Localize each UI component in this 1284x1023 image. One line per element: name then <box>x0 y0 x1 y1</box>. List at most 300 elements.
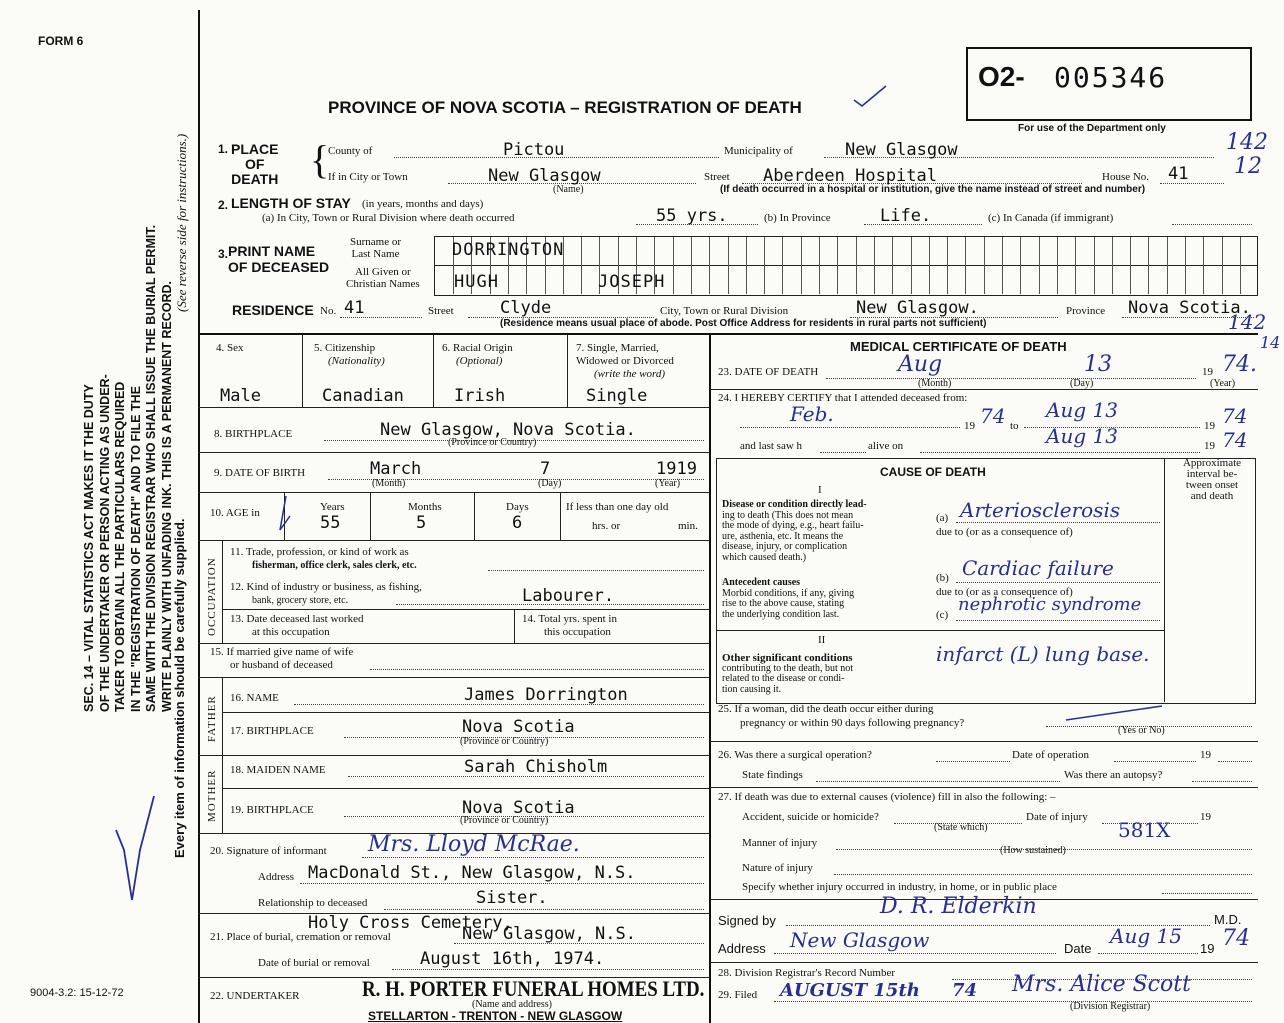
dept-mark-2: 12 <box>1234 154 1262 179</box>
city-label: If in City or Town <box>328 171 408 183</box>
registration-number-box <box>966 47 1252 121</box>
label-line: contributing to the death, but not <box>722 662 854 674</box>
s19-num: 19. <box>230 804 244 816</box>
signed-by-label: Signed by <box>718 913 776 928</box>
label-line: (write the word) <box>594 368 666 380</box>
other-conditions-value: infarct (L) lung base. <box>936 642 1150 666</box>
stay-a-value: 55 yrs. <box>656 206 728 226</box>
injury-date-label: Date of injury <box>1026 811 1088 823</box>
s13-label <box>230 613 363 639</box>
registrar-signature: Mrs. Alice Scott <box>1012 972 1191 997</box>
racial-origin-value: Irish <box>454 386 506 406</box>
yes-no-note: (Yes or No) <box>1118 725 1165 736</box>
s28-num: 28. <box>718 967 732 979</box>
name-grid-cell-divider <box>1203 237 1204 294</box>
how-sustained-note: (How sustained) <box>1000 845 1066 856</box>
name-grid-cell-divider <box>1002 237 1003 294</box>
operation-date-prefix: 19 <box>1200 749 1211 761</box>
attended-to-year: 74 <box>1222 404 1248 428</box>
state-findings-label: State findings <box>742 769 803 781</box>
act-line-1: SEC. 14 – VITAL STATISTICS ACT MAKES IT THE DUTY <box>82 384 96 712</box>
label-line: ing to death (This does not mean <box>722 509 854 521</box>
s23-num: 23. <box>718 366 732 378</box>
s12-num: 12. <box>230 581 244 593</box>
name-grid-cell-divider <box>892 237 893 294</box>
age-months: 5 <box>416 513 427 533</box>
month-note: (Month) <box>372 478 406 489</box>
label-line: OF DECEASED <box>228 259 330 275</box>
label-line: Surname or <box>350 236 402 248</box>
residence-no-label: No. <box>320 305 337 317</box>
day-note: (Day) <box>538 478 562 489</box>
department-use-note: For use of the Department only <box>1018 123 1166 134</box>
name-grid-cell-divider <box>1112 237 1113 294</box>
margin-scribble <box>110 790 170 910</box>
label-line: bank, grocery store, etc. <box>252 595 349 606</box>
given-name-2: JOSEPH <box>598 272 666 292</box>
dept-mark-3: 142 <box>1228 310 1267 334</box>
residence-city-label: City, Town or Rural Division <box>660 305 789 317</box>
father-birthplace-note: (Province or Country) <box>460 736 549 747</box>
label-text: I HEREBY CERTIFY that I attended deceased from: <box>734 392 968 404</box>
informant-address: MacDonald St., New Glasgow, N.S. <box>308 863 636 883</box>
label-line: interval be- <box>1186 468 1238 480</box>
state-which-note: (State which) <box>934 822 988 833</box>
label-text: DATE OF DEATH <box>734 366 819 378</box>
name-grid-cell-divider <box>746 237 747 294</box>
years-label: Years <box>320 501 345 513</box>
roman-two: II <box>818 634 826 646</box>
label-line: at this occupation <box>252 626 330 638</box>
name-grid-cell-divider <box>1222 237 1223 294</box>
act-line-6: WRITE PLAINLY WITH UNFADING INK. THIS IS A PERMANENT RECORD. <box>159 280 174 712</box>
s11-label <box>230 546 417 572</box>
label-line: Citizenship <box>325 342 376 354</box>
label-line: or husband of deceased <box>230 659 333 671</box>
cause-b-value: Cardiac failure <box>962 556 1114 580</box>
residence-province-label: Province <box>1066 305 1106 317</box>
length-of-stay-note: (in years, months and days) <box>362 198 484 210</box>
nature-label: Nature of injury <box>742 862 813 874</box>
injury-date-prefix: 19 <box>1200 811 1211 823</box>
residence-note: (Residence means usual place of abode. Post Office Address for residents in rural parts not sufficient) <box>500 318 987 329</box>
autopsy-label: Was there an autopsy? <box>1064 769 1163 781</box>
signed-date-year: 74 <box>1222 926 1250 951</box>
operation-date-label: Date of operation <box>1012 749 1089 761</box>
manner-label: Manner of injury <box>742 837 818 849</box>
attended-to-prefix: 19 <box>1204 420 1215 432</box>
birthplace-note: (Province or Country) <box>448 437 537 448</box>
burial-place-label <box>210 931 391 943</box>
death-day-note: (Day) <box>1070 378 1094 389</box>
divider-middle <box>709 333 711 1023</box>
stay-b-label: (b) In Province <box>764 212 831 224</box>
residence-label: RESIDENCE <box>232 302 314 318</box>
age-label-text: AGE in <box>225 507 260 519</box>
mother-birthplace-note: (Province or Country) <box>460 815 549 826</box>
s27-num: 27. <box>718 791 732 803</box>
s4-num: 4. <box>216 342 225 354</box>
due-to-1: due to (or as a consequence of) <box>936 526 1073 538</box>
registrar-note: (Division Registrar) <box>1070 1001 1151 1012</box>
s21-num: 21. <box>210 931 224 943</box>
accident-label: Accident, suicide or homicide? <box>742 811 879 823</box>
label-line: the mode of dying, e.g., heart failu- <box>722 520 864 531</box>
place-of-death-label <box>231 142 278 187</box>
last-saw-year: 74 <box>1222 428 1248 452</box>
industry-value: Labourer. <box>522 586 615 606</box>
label-line: tion causing it. <box>722 683 782 695</box>
mother-maiden-label <box>230 764 326 776</box>
label-line: (Optional) <box>456 355 503 367</box>
label-line: the underlying condition last. <box>722 608 840 620</box>
attended-from: Feb. <box>790 402 834 426</box>
s8-num: 8. <box>214 428 223 440</box>
physician-signature: D. R. Elderkin <box>880 894 1037 919</box>
birthplace-value: New Glasgow, Nova Scotia. <box>380 420 636 440</box>
surname-value: DORRINGTON <box>452 240 565 260</box>
hrs-label: hrs. or <box>592 520 621 532</box>
label-line: All Given or <box>355 266 411 278</box>
date-of-death-prefix: 19 <box>1202 366 1213 378</box>
act-line-5: SAME WITH THE DIVISION REGISTRAR WHO SHALL ISSUE THE BURIAL PERMIT. <box>144 224 158 712</box>
cause-of-death-title: CAUSE OF DEATH <box>880 465 986 479</box>
dob-label-text: DATE OF BIRTH <box>225 467 306 479</box>
undertaker-address: STELLARTON - TRENTON - NEW GLASGOW <box>368 1009 623 1023</box>
cause-a-label: (a) <box>936 512 949 524</box>
name-grid-cell-divider <box>1167 237 1168 294</box>
dept-mark-4: 14 <box>1260 333 1281 352</box>
s15-num: 15. <box>210 646 224 658</box>
s13-num: 13. <box>230 613 244 625</box>
s14-num: 14. <box>522 613 536 625</box>
father-side-label: FATHER <box>206 695 218 742</box>
name-grid-cell-divider <box>691 237 692 294</box>
brace: { <box>310 137 330 182</box>
attended-to: Aug 13 <box>1046 398 1118 422</box>
physician-address-label: Address <box>718 941 766 956</box>
s11-num: 11. <box>230 546 244 558</box>
date-of-death-year: 74. <box>1222 352 1257 377</box>
residence-city-value: New Glasgow. <box>856 298 979 318</box>
last-saw-label: and last saw h <box>740 440 803 452</box>
occupation-side-label: OCCUPATION <box>206 557 218 636</box>
street-label: Street <box>704 171 730 183</box>
given-name-label <box>346 266 420 290</box>
act-line-3: TAKER TO OBTAIN ALL THE PARTICULARS REQUIRED <box>113 381 127 712</box>
other-conditions-label <box>722 653 853 695</box>
days-label: Days <box>506 501 529 513</box>
label-line: ure, asthenia, etc. It means the <box>722 530 844 542</box>
name-grid-cell-divider <box>929 237 930 294</box>
name-grid-cell-divider <box>673 237 674 294</box>
marital-status-label <box>576 342 674 381</box>
birthplace-label <box>214 428 292 440</box>
signed-date: Aug 15 <box>1110 924 1182 948</box>
informant-signature-label <box>210 845 327 857</box>
sex-label <box>216 342 244 354</box>
label-line: disease, injury, or complication <box>722 541 848 552</box>
attendance-label <box>718 392 967 404</box>
label-line: If a woman, did the death occur either during <box>734 703 934 715</box>
s1-num: 1. <box>218 142 229 156</box>
name-grid-cell-divider <box>581 237 582 294</box>
s26-num: 26. <box>718 749 732 761</box>
s7-num: 7. <box>576 342 585 354</box>
name-grid-cell-divider <box>1148 237 1149 294</box>
label-line: fisherman, office clerk, sales clerk, etc. <box>252 560 417 571</box>
father-name-label <box>230 692 279 704</box>
form-label: FORM 6 <box>38 34 84 48</box>
mother-birthplace-value: Nova Scotia <box>462 798 575 818</box>
name-grid-cell-divider <box>728 237 729 294</box>
label-text: BIRTHPLACE <box>246 804 314 816</box>
reverse-side-note: (See reverse side for instructions.) <box>174 133 189 312</box>
s24-num: 24. <box>718 392 732 404</box>
act-line-2: OF THE UNDERTAKER OR PERSON ACTING AS UNDER- <box>97 374 112 712</box>
physician-address: New Glasgow <box>790 928 930 952</box>
cause-a-value: Arteriosclerosis <box>960 498 1121 522</box>
filed-date: AUGUST 15th <box>780 980 920 1001</box>
s2-num: 2. <box>218 198 229 212</box>
label-line: which caused death.) <box>722 551 807 563</box>
s17-num: 17. <box>230 725 244 737</box>
stay-b-value: Life. <box>880 206 932 226</box>
s5-num: 5. <box>314 342 323 354</box>
name-grid-cell-divider <box>1075 237 1076 294</box>
registration-prefix: O2- <box>978 61 1025 92</box>
name-grid-cell-divider <box>1240 237 1241 294</box>
name-grid-cell-divider <box>874 237 875 294</box>
burial-place-line-2: New Glasgow, N.S. <box>462 924 636 944</box>
attended-from-year: 74 <box>980 404 1006 428</box>
father-name-value: James Dorrington <box>464 685 628 705</box>
name-note: (Name) <box>553 184 584 195</box>
name-grid-cell-divider <box>947 237 948 294</box>
name-grid-cell-divider <box>801 237 802 294</box>
label-text: Filed <box>734 989 758 1001</box>
county-value: Pictou <box>503 140 565 160</box>
date-of-death-month: Aug <box>898 352 943 377</box>
s18-num: 18. <box>230 764 244 776</box>
undertaker-name: R. H. PORTER FUNERAL HOMES LTD. <box>362 976 705 1001</box>
residence-street-value: Clyde <box>500 298 552 318</box>
s6-num: 6. <box>442 342 451 354</box>
act-line-4: IN THE "REGISTRATION OF DEATH" AND TO FILE THE <box>128 386 143 712</box>
surname-label <box>350 236 401 260</box>
label-line: Total yrs. spent in <box>538 613 617 625</box>
age-bracket-mark <box>276 494 294 534</box>
label-line: Kind of industry or business, as fishing, <box>246 581 422 593</box>
label-text: Signature of informant <box>226 845 327 857</box>
label-line: Trade, profession, or kind of work as <box>245 546 409 558</box>
city-value: New Glasgow <box>488 166 601 186</box>
s9-num: 9. <box>214 467 223 479</box>
label-line: Other significant conditions <box>722 652 853 664</box>
dob-day: 7 <box>540 459 551 479</box>
disease-label <box>722 500 867 563</box>
specify-label: Specify whether injury occurred in industry, in home, or in public place <box>742 881 1057 893</box>
death-year-note: (Year) <box>1210 378 1236 389</box>
stay-c-label: (c) In Canada (if immigrant) <box>988 212 1114 224</box>
label-text: MAIDEN NAME <box>246 764 326 776</box>
pregnancy-label <box>718 702 964 730</box>
act-notice <box>82 225 175 712</box>
street-value: Aberdeen Hospital <box>763 166 937 186</box>
label-line: pregnancy or within 90 days following pregnancy? <box>740 717 965 729</box>
md-label: M.D. <box>1214 912 1242 927</box>
father-birthplace-label <box>230 725 314 737</box>
name-grid-cell-divider <box>1130 237 1131 294</box>
form-code: 9004-3.2: 15-12-72 <box>30 987 124 999</box>
s22-num: 22. <box>210 990 224 1002</box>
print-name-label <box>228 243 329 275</box>
attended-from-prefix: 19 <box>964 420 975 432</box>
attended-to-label: to <box>1010 420 1019 432</box>
date-of-birth-label <box>214 467 305 479</box>
municipality-label: Municipality of <box>724 145 793 157</box>
last-saw-date: Aug 13 <box>1046 424 1118 448</box>
surgical-operation-label <box>718 749 872 761</box>
informant-signature: Mrs. Lloyd McRae. <box>368 832 580 857</box>
label-text: If death was due to external causes (violence) fill in also the following: – <box>734 791 1056 803</box>
check-mark-icon <box>850 82 890 112</box>
cause-code: 581X <box>1118 818 1171 842</box>
mother-side-label: MOTHER <box>206 769 218 822</box>
cause-c-value: nephrotic syndrome <box>958 594 1142 615</box>
min-label: min. <box>678 520 698 532</box>
label-line: related to the disease or condi- <box>722 673 845 684</box>
age-days: 6 <box>512 513 523 533</box>
cause-b-label: (b) <box>936 572 949 584</box>
label-text: NAME <box>246 692 279 704</box>
name-grid-cell-divider <box>782 237 783 294</box>
careful-note: Every item of information should be carefully supplied. <box>172 518 187 858</box>
label-line: Christian Names <box>346 278 420 290</box>
name-grid-cell-divider <box>1020 237 1021 294</box>
name-grid-cell-divider <box>1057 237 1058 294</box>
s3-num: 3. <box>218 247 229 261</box>
label-line: Single, Married, <box>587 342 659 354</box>
name-grid-cell-divider <box>1039 237 1040 294</box>
informant-address-label: Address <box>258 871 295 883</box>
label-text: BIRTHPLACE <box>246 725 314 737</box>
label-line: tween onset <box>1185 479 1239 491</box>
s12-label <box>230 581 422 607</box>
interval-label <box>1170 458 1254 502</box>
citizenship-label <box>314 342 385 368</box>
length-of-stay-label: LENGTH OF STAY <box>231 195 351 211</box>
label-line: Date deceased last worked <box>246 613 364 625</box>
registration-number: 005346 <box>1054 61 1168 94</box>
name-grid-cell-divider <box>764 237 765 294</box>
stay-a-label: (a) In City, Town or Rural Division where death occurred <box>262 212 515 224</box>
label-text: UNDERTAKER <box>226 990 300 1002</box>
signed-date-label: Date <box>1064 941 1092 956</box>
municipality-value: New Glasgow <box>845 140 958 160</box>
burial-date-value: August 16th, 1974. <box>420 949 605 969</box>
label-line: OF <box>245 156 265 172</box>
name-grid-cell-divider <box>965 237 966 294</box>
less-than-day-label: If less than one day old <box>566 501 669 513</box>
residence-province-value: Nova Scotia. <box>1128 298 1251 318</box>
label-line: Disease or condition directly lead- <box>722 499 867 510</box>
roman-one: I <box>818 484 822 496</box>
filed-label <box>718 989 757 1001</box>
s15-label <box>210 646 353 672</box>
date-of-death-day: 13 <box>1084 352 1112 377</box>
last-saw-prefix: 19 <box>1204 440 1215 452</box>
birthplace-label-text: BIRTHPLACE <box>225 428 293 440</box>
name-grid-cell-divider <box>984 237 985 294</box>
name-grid-cell-divider <box>856 237 857 294</box>
dob-month: March <box>370 459 422 479</box>
relationship-value: Sister. <box>476 888 548 908</box>
death-month-note: (Month) <box>918 378 952 389</box>
year-note: (Year) <box>655 478 681 489</box>
label-text: Division Registrar's Record Number <box>734 967 896 979</box>
relationship-label: Relationship to deceased <box>258 897 368 909</box>
father-birthplace-value: Nova Scotia <box>462 717 575 737</box>
signed-date-prefix: 19 <box>1200 941 1215 956</box>
dob-year: 1919 <box>656 459 697 479</box>
hospital-note: (If death occurred in a hospital or institution, give the name instead of street and number) <box>720 184 1146 195</box>
s29-num: 29. <box>718 989 732 1001</box>
label-line: PLACE <box>231 141 279 157</box>
name-grid-cell-divider <box>1094 237 1095 294</box>
date-of-death-label <box>718 366 818 378</box>
label-line: rise to the above cause, stating <box>722 598 845 609</box>
label-line: and death <box>1190 490 1234 502</box>
marital-status-value: Single <box>586 386 648 406</box>
divider-top <box>198 333 1258 335</box>
antecedent-label <box>722 578 854 620</box>
dept-mark-1: 142 <box>1226 130 1268 155</box>
label-line: Racial Origin <box>453 342 513 354</box>
months-label: Months <box>408 501 442 513</box>
label-line: Last Name <box>351 248 400 260</box>
s10-num: 10. <box>210 507 224 519</box>
undertaker-label <box>210 990 300 1002</box>
s25-num: 25. <box>718 703 732 715</box>
label-line: PRINT NAME <box>228 243 316 259</box>
label-line: Approximate <box>1182 457 1242 469</box>
burial-place-line-1: Holy Cross Cemetery, <box>308 913 513 933</box>
due-to-2: due to (or as a consequence of) <box>936 586 1073 598</box>
form-title: PROVINCE OF NOVA SCOTIA – REGISTRATION OF DEATH <box>328 98 802 117</box>
s14-label <box>522 613 617 639</box>
label-line: Antecedent causes <box>722 577 801 588</box>
given-name-1: HUGH <box>454 272 499 292</box>
name-grid-cell-divider <box>1185 237 1186 294</box>
residence-street-label: Street <box>428 305 454 317</box>
age-years: 55 <box>320 513 341 533</box>
mother-maiden-value: Sarah Chisholm <box>464 757 608 777</box>
age-label <box>210 507 260 519</box>
filed-year: 74 <box>952 980 978 1001</box>
name-grid-cell-divider <box>911 237 912 294</box>
record-number-label <box>718 967 895 979</box>
form-left-border <box>198 10 200 1023</box>
external-causes-label <box>718 791 1056 803</box>
name-grid-cell-divider <box>709 237 710 294</box>
alive-on-label: alive on <box>868 440 904 452</box>
county-label: County of <box>328 145 373 157</box>
label-text: Was there a surgical operation? <box>734 749 872 761</box>
label-text: Place of burial, cremation or removal <box>226 931 391 943</box>
label-line: this occupation <box>544 626 611 638</box>
label-line: Morbid conditions, if any, giving <box>722 587 855 599</box>
